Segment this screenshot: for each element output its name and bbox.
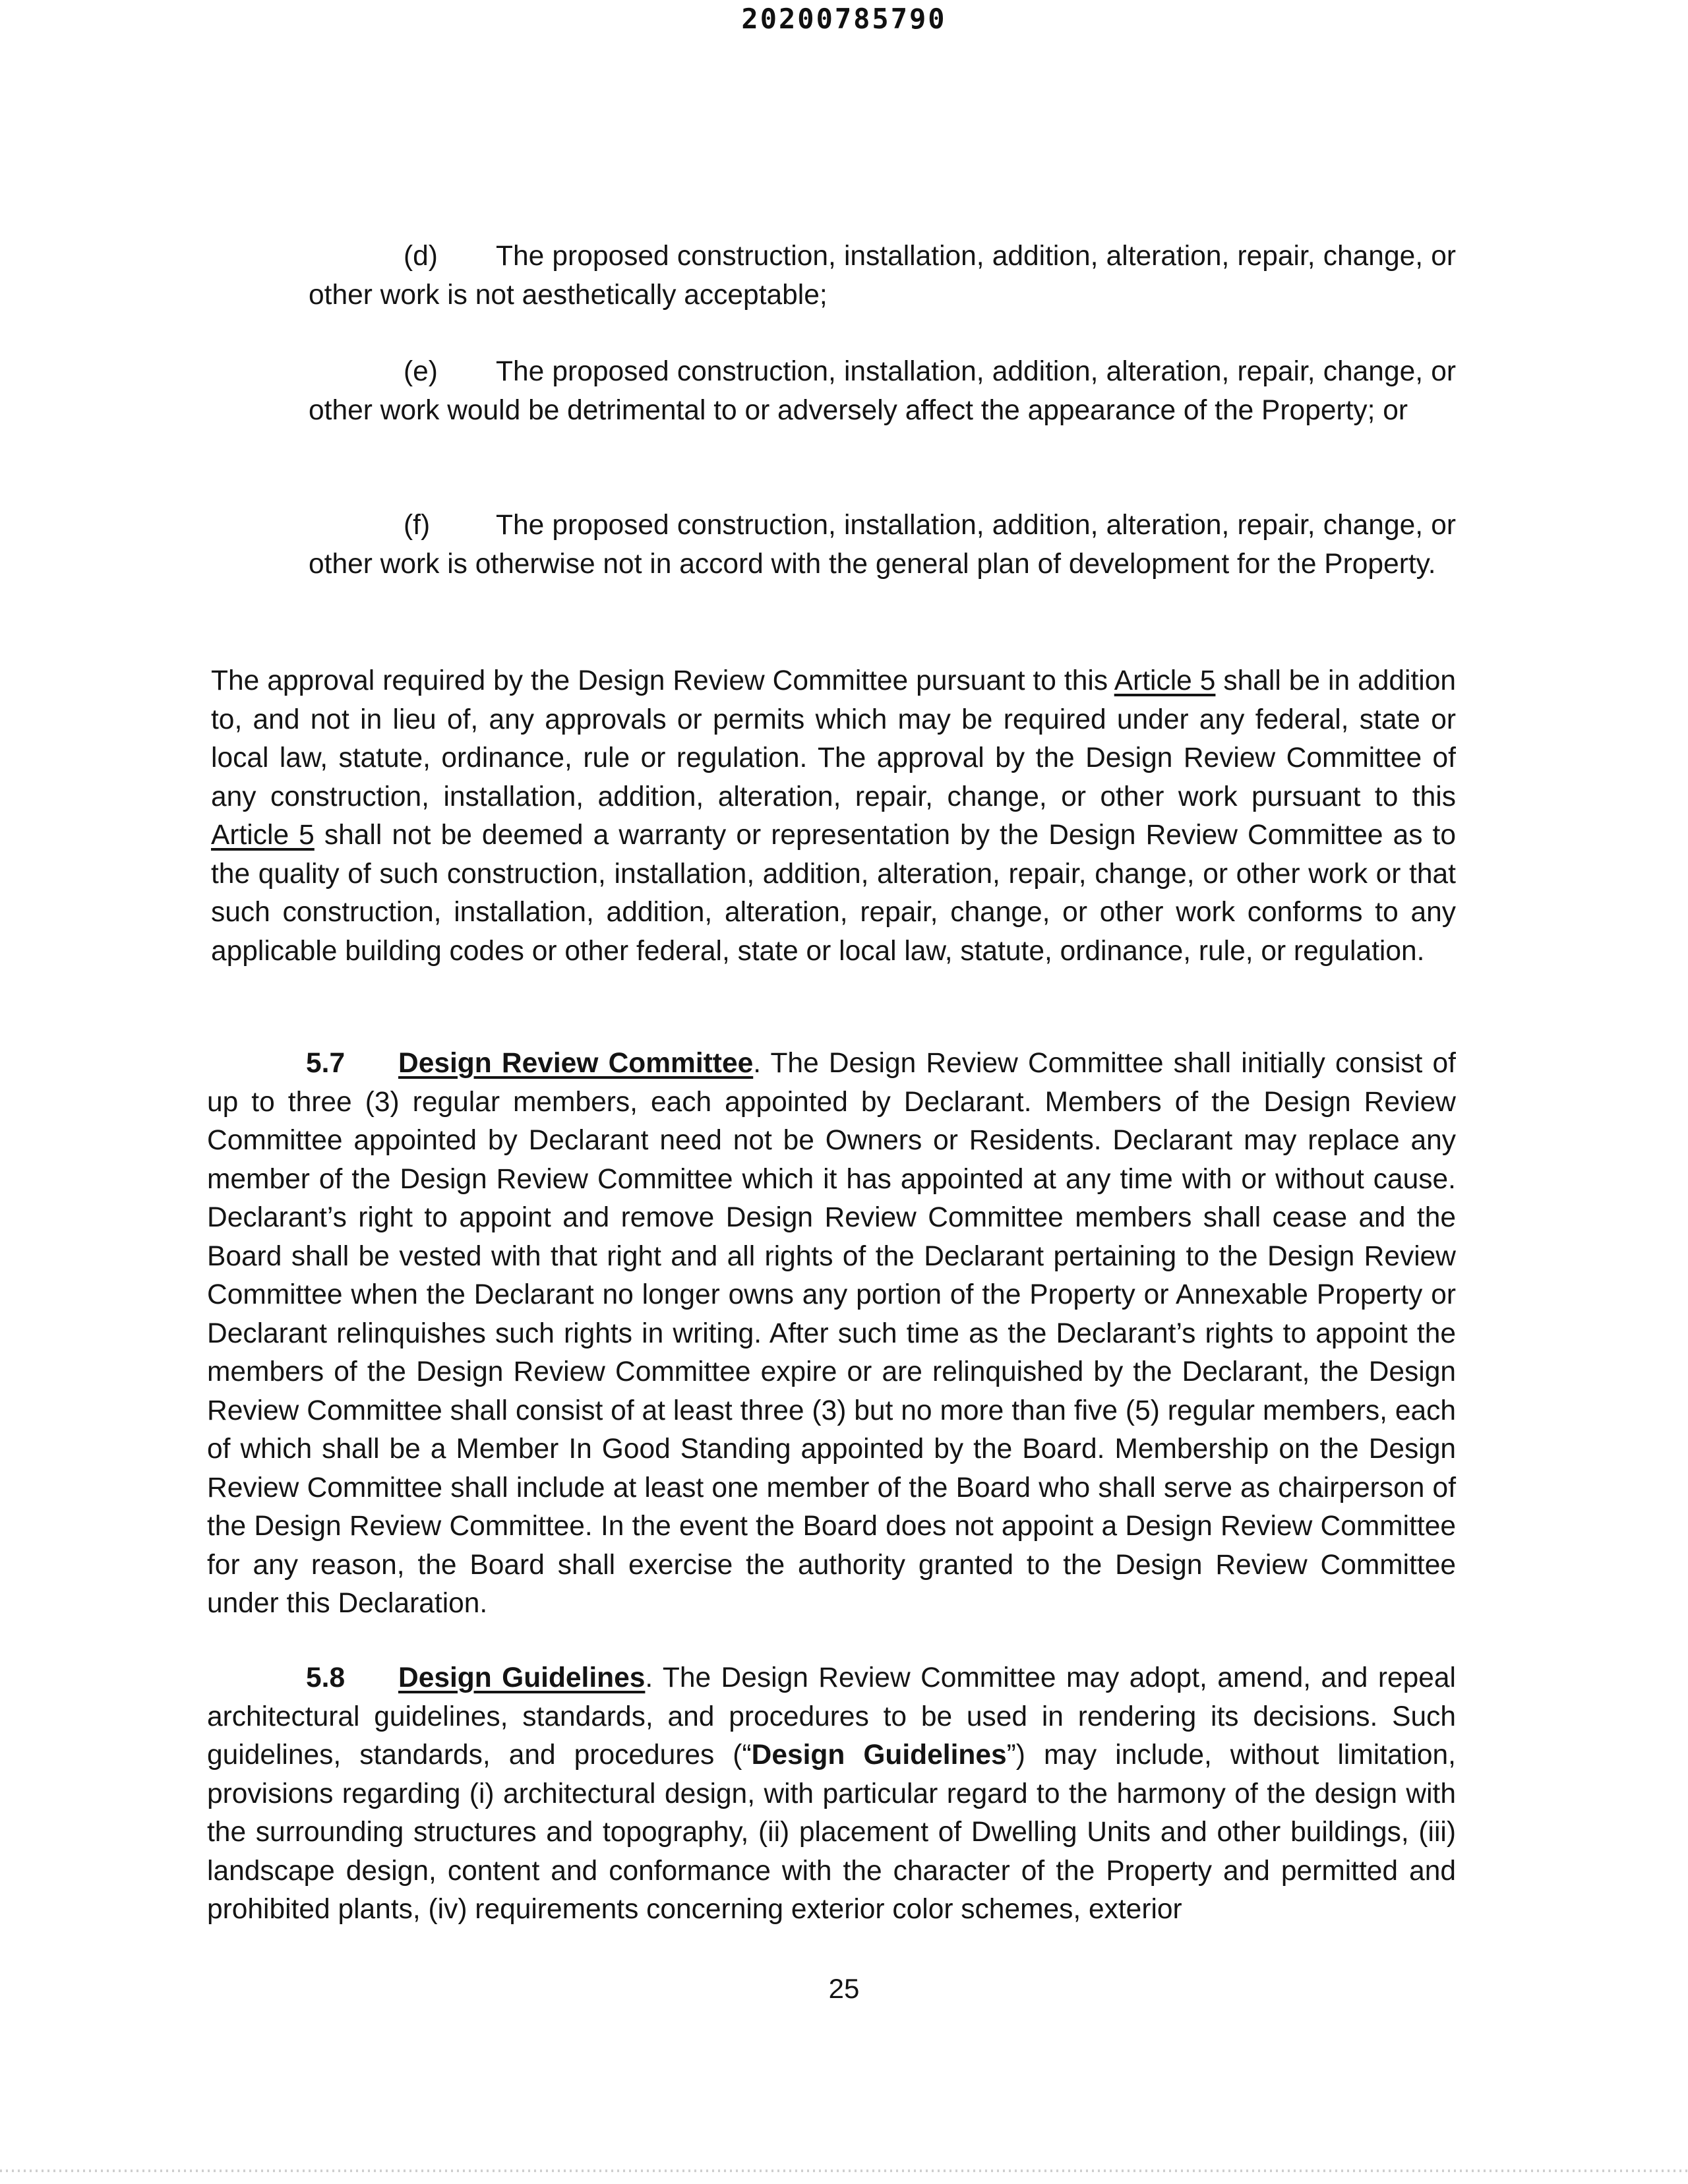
section-heading: Design Review Committee — [398, 1048, 754, 1079]
item-label: (d) — [404, 241, 438, 272]
item-label: (f) — [404, 510, 431, 541]
defined-term: Design Guidelines — [751, 1740, 1007, 1771]
section-number: 5.8 — [306, 1662, 346, 1693]
section-number: 5.7 — [306, 1048, 346, 1079]
list-item-d — [309, 237, 1456, 315]
section-5-8 — [207, 1659, 1456, 1929]
approval-paragraph — [211, 662, 1456, 971]
item-text: The proposed construction, installation, addition, alteration, repair, change, or other work is not aesthetically acceptable; — [309, 241, 1456, 311]
article-reference-link: Article 5 — [211, 820, 315, 851]
list-item-f — [309, 506, 1456, 584]
item-text: The proposed construction, installation, addition, alteration, repair, change, or other work would be detrimental to or adversely affect the appearance of the Property; or — [309, 356, 1456, 426]
section-heading: Design Guidelines — [398, 1662, 646, 1693]
section-text: . The Design Review Committee may adopt, amend, and repeal architectural guidelines, standards, and procedures to be used in rendering its decisions. Such guidelines, standards, and procedures (“ — [207, 1662, 1456, 1771]
section-text: . The Design Review Committee shall initially consist of up to three (3) regular members, each appointed by Declarant. Members of the Design Review Committee appointed by Declarant need not be Owners or Residents. Declarant may replace any member of the Design Review Committee which it has appointed at any time with or without cause. Declarant’s right to appoint and remove Design Review Committee members shall cease and the Board shall be vested with that right and all rights of the Declarant pertaining to the Design Review Committee when the Declarant no longer owns any portion of the Property or Annexable Property or Declarant relinquishes such rights in writing. After such time as the Declarant’s rights to appoint the members of the Design Review Committee expire or are relinquished by the Declarant, the Design Review Committee shall consist of at least three (3) but no more than five (5) regular members, each of which shall be a Member In Good Standing appointed by the Board. Membership on the Design Review Committee shall include at least one member of the Board who shall serve as chairperson of the Design Review Committee. In the event the Board does not appoint a Design Review Committee for any reason, the Board shall exercise the authority granted to the Design Review Committee under this Declaration. — [207, 1048, 1456, 1619]
item-text: The proposed construction, installation, addition, alteration, repair, change, or other work is otherwise not in accord with the general plan of development for the Property. — [309, 510, 1456, 580]
paragraph-text: shall not be deemed a warranty or representation by the Design Review Committee as to the quality of such construction, installation, addition, alteration, repair, change, or other work or that such construction, installation, addition, alteration, repair, change, or other work conforms to any applicable building codes or other federal, state or local law, statute, ordinance, rule, or regulation. — [211, 820, 1456, 967]
section-text: ”) may include, without limitation, provisions regarding (i) architectural design, with particular regard to the harmony of the design with the surrounding structures and topography, (ii) placement of Dwelling Units and other buildings, (iii) landscape design, content and conformance with the character of the Property and permitted and prohibited plants, (iv) requirements concerning exterior color schemes, exterior — [207, 1740, 1456, 1925]
section-5-7 — [207, 1045, 1456, 1623]
page-number: 25 — [828, 1973, 860, 2004]
article-reference-link: Article 5 — [1114, 665, 1216, 696]
paragraph-text: shall be in addition to, and not in lieu of, any approvals or permits which may be required under any federal, state or local law, statute, ordinance, rule or regulation. The approval by the Design Review Committee of any construction, installation, addition, alteration, repair, change, or other work pursuant to this — [211, 665, 1456, 812]
paragraph-text: The approval required by the Design Review Committee pursuant to this — [211, 665, 1114, 696]
scan-artifact-line — [0, 2169, 1688, 2172]
document-number: 20200785790 — [741, 3, 947, 35]
item-label: (e) — [404, 356, 438, 387]
list-item-e — [309, 353, 1456, 430]
